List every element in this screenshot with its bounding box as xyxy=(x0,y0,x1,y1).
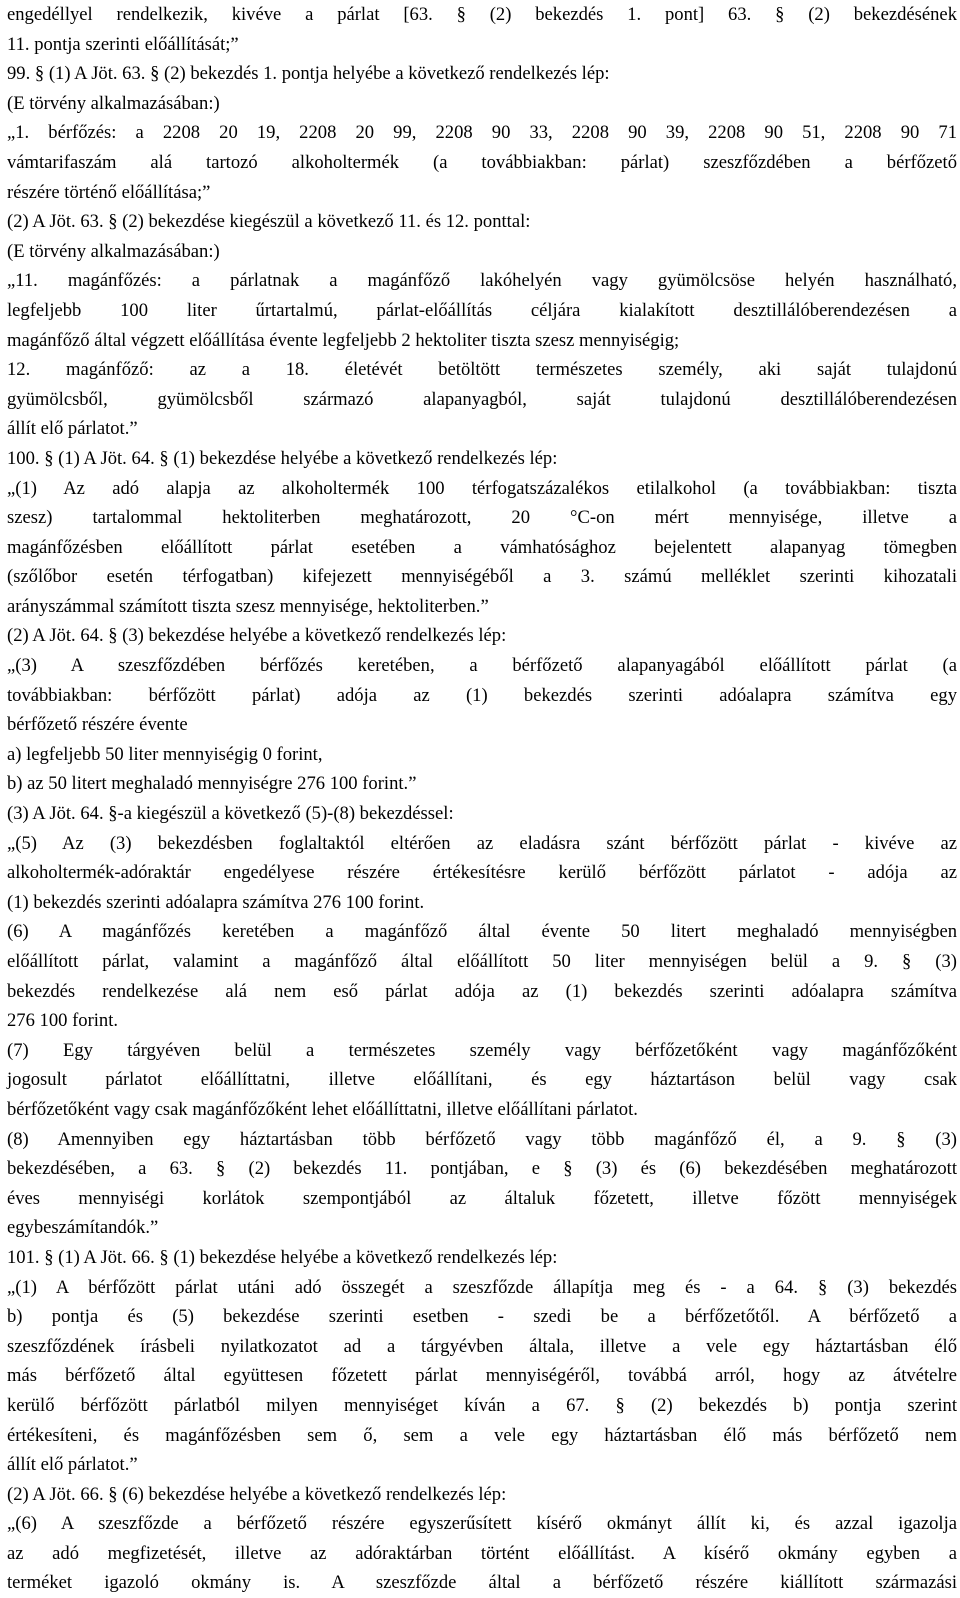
text-line: b) pontja és (5) bekezdése szerinti esetben - szedi be a bérfőzetőtől. A bérfőzető a xyxy=(7,1306,957,1328)
text-line: (2) A Jöt. 66. § (6) bekezdése helyébe a következő rendelkezés lép: xyxy=(7,1483,507,1505)
text-line: gyümölcsből, gyümölcsből származó alapanyagból, saját tulajdonú desztillálóberendezésen xyxy=(7,388,957,410)
text-line: más bérfőzető által együttesen főzetett párlat mennyiségéről, továbbá arról, hogy az átvételre xyxy=(7,1365,957,1387)
text-line: továbbiakban: bérfőzött párlat) adója az (1) bekezdés szerinti adóalapra számítva egy xyxy=(7,684,957,706)
text-line: „(1) A bérfőzött párlat utáni adó összegét a szeszfőzde állapítja meg és - a 64. § (3) bekezdés xyxy=(7,1276,957,1298)
text-line: (6) A magánfőzés keretében a magánfőző által évente 50 litert meghaladó mennyiségben xyxy=(7,921,957,943)
text-line: értékesíteni, és magánfőzésben sem ő, sem a vele egy háztartásban élő más bérfőzető nem xyxy=(7,1424,957,1446)
text-line: (8) Amennyiben egy háztartásban több bérfőzető vagy több magánfőző él, a 9. § (3) xyxy=(7,1128,957,1150)
text-line: szeszfőzdének írásbeli nyilatkozatot ad a tárgyévben általa, illetve a vele egy háztartásban élő xyxy=(7,1335,957,1357)
text-line: magánfőző által végzett előállítása évente legfeljebb 2 hektoliter tiszta szesz mennyiségig; xyxy=(7,329,680,351)
text-line: engedéllyel rendelkezik, kivéve a párlat [63. § (2) bekezdés 1. pont] 63. § (2) bekezdésének xyxy=(7,4,957,25)
text-line: 99. § (1) A Jöt. 63. § (2) bekezdés 1. pontja helyébe a következő rendelkezés lép: xyxy=(7,63,610,85)
text-line: szesz) tartalommal hektoliterben meghatározott, 20 °C-on mért mennyisége, illetve a xyxy=(7,507,957,529)
text-line: bérfőzető részére évente xyxy=(7,714,188,736)
text-line: „(5) Az (3) bekezdésben foglaltaktól eltérően az eladásra szánt bérfőzött párlat - kivéve az xyxy=(7,832,957,854)
text-line: terméket igazoló okmány is. A szeszfőzde által a bérfőzető részére kiállított származási xyxy=(7,1572,957,1594)
text-line: (3) A Jöt. 64. §-a kiegészül a következő (5)-(8) bekezdéssel: xyxy=(7,803,454,825)
text-line: jogosult párlatot előállíttatni, illetve előállítani, és egy háztartáson belül vagy csak xyxy=(7,1069,957,1091)
text-line: éves mennyiségi korlátok szempontjából az általuk főzetett, illetve főzött mennyiségek xyxy=(7,1187,957,1209)
text-line: magánfőzésben előállított párlat esetében a vámhatósághoz bejelentett alapanyag tömegben xyxy=(7,536,957,558)
text-line: (2) A Jöt. 64. § (3) bekezdése helyébe a következő rendelkezés lép: xyxy=(7,625,507,647)
text-line: előállított párlat, valamint a magánfőző által előállított 50 liter mennyiségen belül a 9. § (3) xyxy=(7,951,957,972)
text-line: (7) Egy tárgyéven belül a természetes személy vagy bérfőzetőként vagy magánfőzőként xyxy=(7,1039,957,1061)
text-line: az adó megfizetését, illetve az adóraktárban történt előállítást. A kísérő okmány egyben a xyxy=(7,1542,957,1564)
text-line: (1) bekezdés szerinti adóalapra számítva 276 100 forint. xyxy=(7,891,425,913)
text-line: 100. § (1) A Jöt. 64. § (1) bekezdése helyébe a következő rendelkezés lép: xyxy=(7,447,558,469)
text-line: (E törvény alkalmazásában:) xyxy=(7,92,220,114)
text-line: alkoholtermék-adóraktár engedélyese részére értékesítésre kerülő bérfőzött párlatot - adója az xyxy=(7,862,957,884)
text-line: (szőlőbor esetén térfogatban) kifejezett mennyiségéből a 3. számú melléklet szerinti kihozatali xyxy=(7,566,957,588)
text-line: bérfőzetőként vagy csak magánfőzőként lehet előállíttatni, illetve előállítani párlatot. xyxy=(7,1098,638,1120)
text-line: vámtarifaszám alá tartozó alkoholtermék (a továbbiakban: párlat) szeszfőzdében a bérfőzető xyxy=(7,151,957,173)
text-line: egybeszámítandók.” xyxy=(7,1217,159,1239)
text-line: 11. pontja szerinti előállítását;” xyxy=(7,33,239,55)
text-line: „11. magánfőzés: a párlatnak a magánfőző lakóhelyén vagy gyümölcsöse helyén használható, xyxy=(7,270,957,292)
text-line: részére történő előállítása;” xyxy=(7,181,211,203)
text-line: „(3) A szeszfőzdében bérfőzés keretében, a bérfőzető alapanyagából előállított párlat (a xyxy=(7,655,957,677)
text-line: legfeljebb 100 liter űrtartalmú, párlat-előállítás céljára kialakított desztillálóberendezésen a xyxy=(7,299,957,321)
text-line: (2) A Jöt. 63. § (2) bekezdése kiegészül a következő 11. és 12. ponttal: xyxy=(7,211,531,233)
text-line: állít elő párlatot.” xyxy=(7,1454,138,1476)
text-line: 12. magánfőző: az a 18. életévét betöltött természetes személy, aki saját tulajdonú xyxy=(7,359,957,381)
text-line: állít elő párlatot.” xyxy=(7,418,138,440)
text-line: (E törvény alkalmazásában:) xyxy=(7,240,220,262)
text-line: bekezdésében, a 63. § (2) bekezdés 11. pontjában, e § (3) és (6) bekezdésében meghatározott xyxy=(7,1158,957,1180)
text-line: „(1) Az adó alapja az alkoholtermék 100 térfogatszázalékos etilalkohol (a továbbiakban: tiszta xyxy=(7,477,957,499)
text-line: a) legfeljebb 50 liter mennyiségig 0 forint, xyxy=(7,743,323,765)
text-line: bekezdés rendelkezése alá nem eső párlat adója az (1) bekezdés szerinti adóalapra számítva xyxy=(7,980,957,1002)
text-line: 276 100 forint. xyxy=(7,1010,119,1032)
text-line: arányszámmal számított tiszta szesz mennyisége, hektoliterben.” xyxy=(7,595,489,617)
text-line: b) az 50 litert meghaladó mennyiségre 276 100 forint.” xyxy=(7,773,417,795)
text-line: „(6) A szeszfőzde a bérfőzető részére egyszerűsített kísérő okmányt állít ki, és azzal igazolja xyxy=(7,1513,957,1535)
text-line: 101. § (1) A Jöt. 66. § (1) bekezdése helyébe a következő rendelkezés lép: xyxy=(7,1246,558,1268)
text-line: „1. bérfőzés: a 2208 20 19, 2208 20 99, 2208 90 33, 2208 90 39, 2208 90 51, 2208 90 71 xyxy=(7,122,957,144)
text-line: kerülő bérfőzött párlatból milyen mennyiséget kíván a 67. § (2) bekezdés b) pontja szerint xyxy=(7,1394,957,1416)
